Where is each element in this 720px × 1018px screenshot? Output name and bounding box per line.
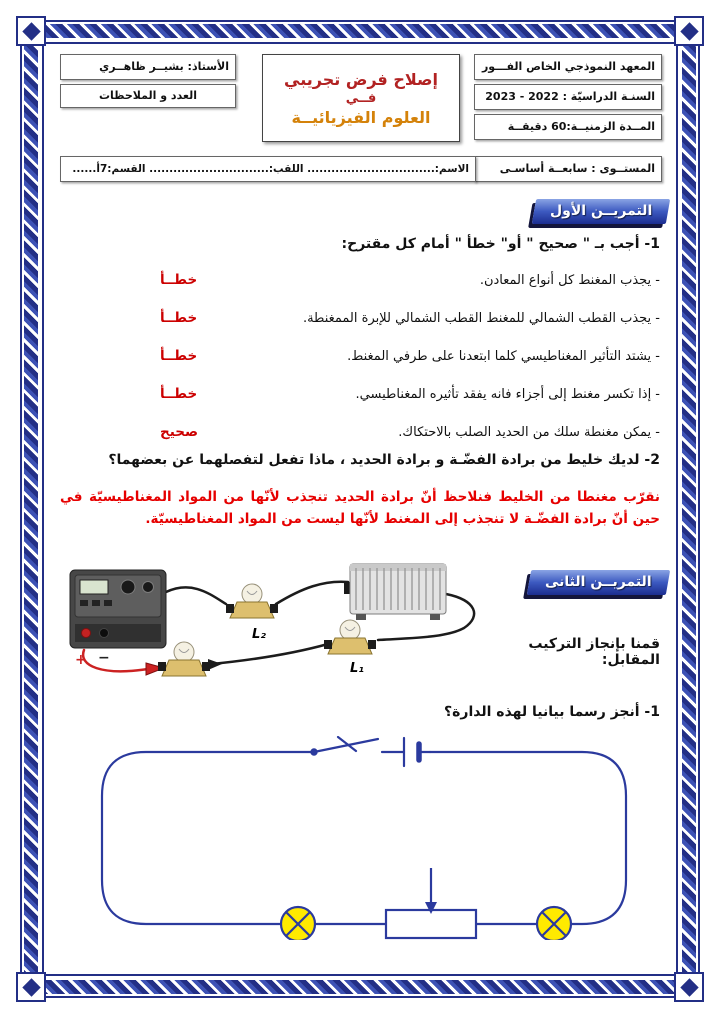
heater-resistor xyxy=(344,564,446,620)
institute-name-row: المعهد النموذجي الخاص الفـــور xyxy=(474,54,662,80)
circuit-photo xyxy=(62,556,492,704)
exercise1-banner xyxy=(532,199,671,224)
teacher-name-box: الأستاذ: بشيــر ظاهــري xyxy=(60,54,236,80)
power-supply xyxy=(70,570,166,648)
grade-notes-label: العدد و الملاحظات xyxy=(60,84,236,108)
school-year-row: السنـة الدراسيّة : 2022 - 2023 xyxy=(474,84,662,110)
true-false-row xyxy=(60,422,660,443)
lamp-l2 xyxy=(226,584,278,618)
statement-text: - يمكن مغنطة سلك من الحديد الصلب بالاحتكاك. xyxy=(398,425,660,440)
answer-text: خطــأ xyxy=(160,386,198,402)
lamp-symbol-2 xyxy=(537,907,571,940)
frame-corner-diamond xyxy=(674,972,704,1002)
exam-title-line2: فــي xyxy=(345,90,377,106)
statement-text: - يجذب المغنط كل أنواع المعادن. xyxy=(479,273,660,288)
plus-terminal-label: + xyxy=(75,652,87,668)
exam-title-line3: العلوم الفيزيائيــة xyxy=(291,107,431,127)
statement-text: - يشتد التأثير المغناطيسي كلما ابتعدنا على طرفي المغنط. xyxy=(347,349,660,364)
lamp-l1-label: L₁ xyxy=(350,661,364,676)
answer-text: خطــأ xyxy=(160,272,198,288)
true-false-list xyxy=(60,270,660,460)
duration-row: المــدة الزمنيــة:60 دقيقــة xyxy=(474,114,662,140)
exercise2-banner-label: التمريــن الثانى xyxy=(545,574,652,590)
true-false-row xyxy=(60,270,660,291)
lamp-l1 xyxy=(324,620,376,654)
exercise2-question1: 1- أنجز رسما بيانيا لهذه الدارة؟ xyxy=(444,704,660,720)
minus-terminal-label: − xyxy=(98,650,110,666)
frame-corner-diamond xyxy=(16,16,46,46)
exercise1-banner-label: التمريــن الأول xyxy=(549,203,652,219)
level-row: المستــوى : سابعــة أساسـى xyxy=(474,156,662,182)
lamp-symbol-1 xyxy=(281,907,315,940)
frame-corner-diamond xyxy=(16,972,46,1002)
frame-corner-diamond xyxy=(674,16,704,46)
exercise1-question2: 2- لديك خليط من برادة الفضّـة و برادة الحديد ، ماذا تفعل لتفصلهما عن بعضهما؟ xyxy=(108,452,660,468)
circuit-schematic xyxy=(86,736,642,940)
student-name-row: الاسم:................................ اللقب:.............................. القسم:7أ...... xyxy=(60,156,476,182)
switch-symbol xyxy=(311,737,378,755)
true-false-row xyxy=(60,308,660,329)
answer-text: صحيح xyxy=(160,424,199,440)
statement-text: - يجذب القطب الشمالي للمغنط القطب الشمالي للإبرة الممغنطة. xyxy=(302,311,660,326)
exercise1-answer2: نقرّب مغنطا من الخليط فنلاحظ أنّ برادة الحديد تنجذب لأنّها من المواد المغناطيسيّة في حين أنّ برادة الفضّـة لا تنجذب إلى المغنط لأنّها ليست من المواد المغناطيسيّة. xyxy=(60,489,660,528)
exercise2-banner xyxy=(527,570,670,595)
exam-title-line1: إصلاح فرض تجريبي xyxy=(284,69,438,89)
lamp-bottom xyxy=(158,642,210,676)
exercise1-question1: 1- أجب بـ " صحيح " أو" خطأ " أمام كل مقترح: xyxy=(341,236,660,252)
true-false-row xyxy=(60,384,660,405)
battery-symbol xyxy=(404,738,430,766)
lamp-l2-label: L₂ xyxy=(252,627,266,642)
exercise2-intro: قمنا بإنجاز التركيب المقابل: xyxy=(528,636,660,668)
answer-text: خطــأ xyxy=(160,348,198,364)
black-crocodile-clip xyxy=(208,659,222,670)
red-wire xyxy=(83,650,148,671)
rheostat-symbol xyxy=(386,868,476,938)
answer-text: خطــأ xyxy=(160,310,198,326)
true-false-row xyxy=(60,346,660,367)
exam-title-box xyxy=(262,54,460,142)
schematic-loop xyxy=(102,752,626,924)
statement-text: - إذا تكسر مغنط إلى أجزاء فانه يفقد تأثيره المغناطيسي. xyxy=(355,387,660,402)
